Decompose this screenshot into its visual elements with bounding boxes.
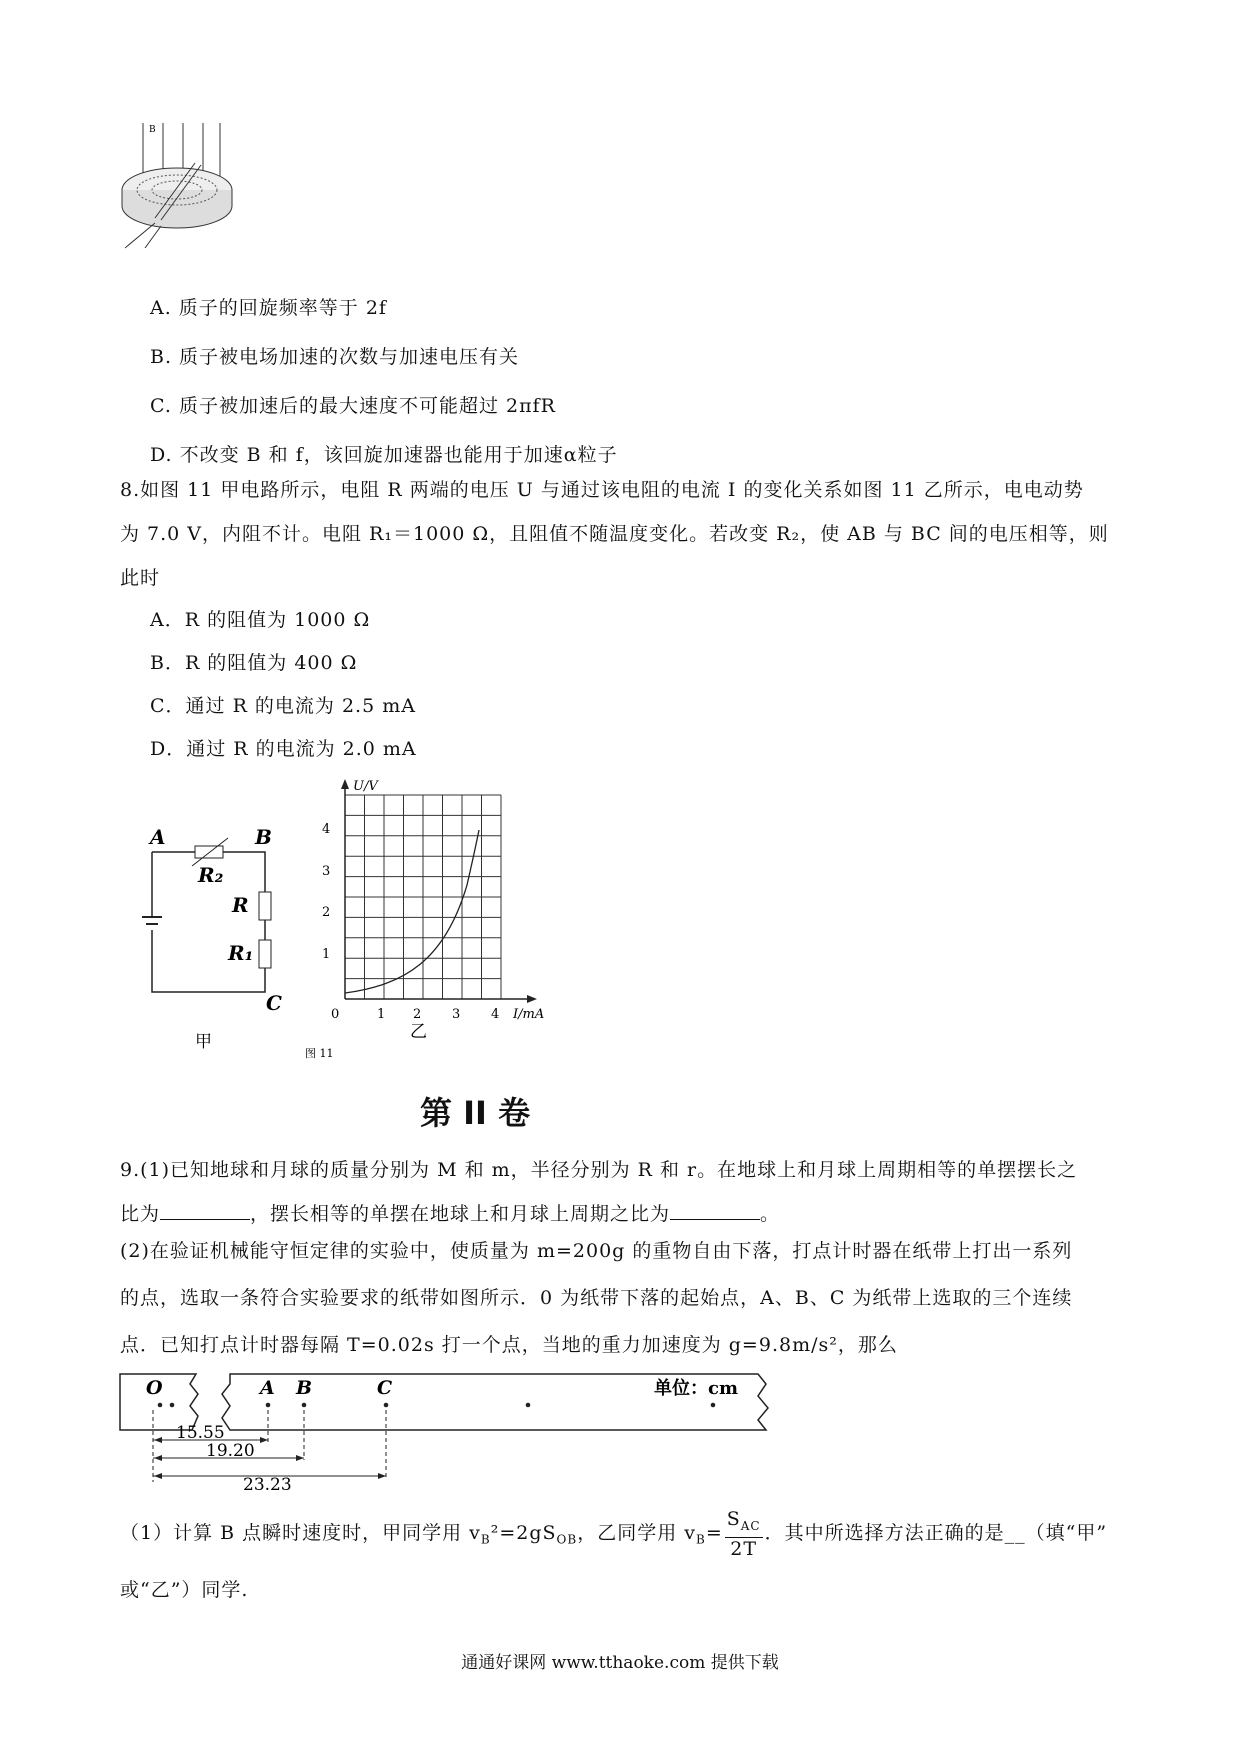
r1-label: R₁: [228, 941, 254, 965]
subscript: AC: [740, 1518, 761, 1533]
page-footer: 通通好课网 www.tthaoke.com 提供下载: [461, 1653, 779, 1673]
text-fragment: （1）计算 B 点瞬时速度时，甲同学用 v: [120, 1521, 481, 1544]
paper-tape-figure: [118, 1372, 778, 1492]
distance-oc: 23.23: [243, 1475, 292, 1492]
x-tick-2: 2: [413, 1007, 422, 1022]
answer-blank-2[interactable]: [670, 1201, 760, 1220]
y-axis-label: U/V: [353, 779, 378, 794]
q7-option-c: C. 质子被加速后的最大速度不可能超过 2πfR: [150, 395, 556, 417]
answer-blank-1[interactable]: [160, 1201, 250, 1220]
text-fragment: =: [705, 1521, 723, 1544]
x-axis-label: I/mA: [513, 1007, 545, 1022]
q9-part2-line3: 点．已知打点计时器每隔 T=0.02s 打一个点，当地的重力加速度为 g=9.8m/s²，那么: [120, 1334, 898, 1356]
y-tick-1: 1: [322, 947, 331, 962]
x-tick-4: 4: [491, 1007, 500, 1022]
fraction-denominator: 2T: [730, 1537, 758, 1560]
q9-part1: [120, 1148, 1130, 1236]
q7-option-d: D. 不改变 B 和 f，该回旋加速器也能用于加速α粒子: [150, 444, 618, 466]
ui-curve: [345, 830, 479, 993]
r-label: R: [232, 893, 249, 917]
text-fragment: ．其中所选择方法正确的是__（填“甲”: [764, 1521, 1108, 1544]
cyclotron-figure: [115, 118, 235, 278]
point-c-label: C: [377, 1377, 393, 1399]
text-fragment: 比为: [120, 1203, 161, 1225]
q7-option-a: A. 质子的回旋频率等于 2f: [150, 297, 387, 319]
text-fragment: ，摆长相等的单摆在地球上和月球上周期之比为: [250, 1203, 671, 1225]
unit-label: 单位：cm: [654, 1378, 739, 1399]
graph-caption: 乙: [410, 1022, 427, 1042]
x-tick-3: 3: [452, 1007, 461, 1022]
subscript: B: [480, 1532, 491, 1547]
text-fragment: ²=2gS: [490, 1521, 557, 1544]
ui-graph: [305, 775, 575, 1065]
q8-stem: [120, 468, 1130, 600]
q8-option-c: C．通过 R 的电流为 2.5 mA: [150, 695, 416, 717]
magnetic-field-label: B: [149, 125, 156, 135]
node-c-label: C: [266, 991, 282, 1015]
text-fragment: 。: [760, 1203, 781, 1225]
node-b-label: B: [255, 825, 272, 849]
y-tick-3: 3: [322, 864, 331, 879]
distance-ob: 19.20: [206, 1441, 255, 1461]
q8-stem-line2: 为 7.0 V，内阻不计。电阻 R₁＝1000 Ω，且阻值不随温度变化。若改变 R₂，使 AB 与 BC 间的电压相等，则: [120, 523, 1109, 545]
velocity-fraction: [725, 1508, 763, 1560]
distance-oa: 15.55: [176, 1423, 225, 1443]
fraction-numerator: [725, 1508, 763, 1538]
y-tick-4: 4: [322, 822, 331, 837]
q8-option-b: B．R 的阻值为 400 Ω: [150, 652, 358, 674]
y-tick-2: 2: [322, 905, 331, 920]
point-b-label: B: [296, 1377, 313, 1399]
q8-option-a: A．R 的阻值为 1000 Ω: [150, 609, 371, 631]
r2-label: R₂: [198, 863, 224, 887]
q8-stem-line1: 8.如图 11 甲电路所示，电阻 R 两端的电压 U 与通过该电阻的电流 I 的变化关系如图 11 乙所示，电电动势: [120, 479, 1084, 501]
q9-part2-line1: (2)在验证机械能守恒定律的实验中，使质量为 m=200g 的重物自由下落，打点计时器在纸带上打出一系列: [120, 1240, 1073, 1262]
q9-part2-line2: 的点，选取一条符合实验要求的纸带如图所示．0 为纸带下落的起始点，A、B、C 为纸带上选取的三个连续: [120, 1287, 1073, 1309]
q8-stem-line3: 此时: [120, 567, 161, 589]
subscript: OB: [556, 1532, 578, 1547]
circuit-diagram: [140, 822, 300, 1052]
node-a-label: A: [150, 825, 166, 849]
section-title: 第 II 卷: [420, 1094, 531, 1132]
q9-part1-line1: 9.(1)已知地球和月球的质量分别为 M 和 m，半径分别为 R 和 r。在地球上和月球上周期相等的单摆摆长之: [120, 1159, 1078, 1181]
point-o-label: O: [146, 1377, 163, 1399]
x-tick-0: 0: [331, 1007, 340, 1022]
text-fragment: ，乙同学用 v: [577, 1521, 696, 1544]
figure-11-label: 图 11: [305, 1047, 334, 1060]
subscript: B: [695, 1532, 706, 1547]
q9-sub1-line2: 或“乙”）同学.: [120, 1579, 249, 1601]
q9-sub1: [120, 1508, 1130, 1560]
text-fragment: S: [726, 1508, 741, 1530]
circuit-caption: 甲: [195, 1032, 212, 1052]
point-a-label: A: [260, 1377, 275, 1399]
q9-part2: [120, 1228, 1130, 1369]
graph-grid: [345, 795, 501, 999]
q7-option-b: B. 质子被电场加速的次数与加速电压有关: [150, 346, 520, 368]
q8-option-d: D．通过 R 的电流为 2.0 mA: [150, 738, 417, 760]
x-tick-1: 1: [377, 1007, 386, 1022]
